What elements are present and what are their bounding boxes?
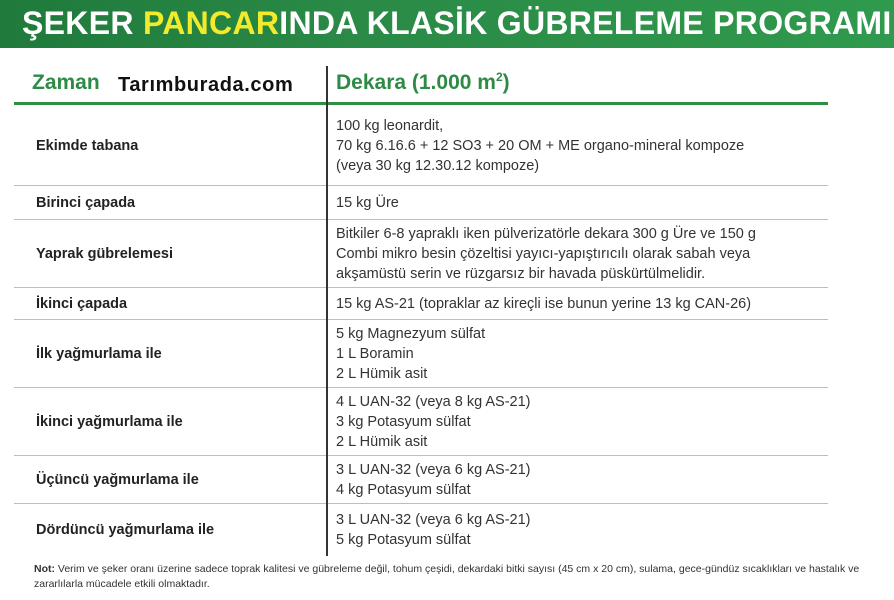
time-cell: Üçüncü yağmurlama ile (36, 472, 199, 488)
amount-line: 2 L Hümik asit (336, 366, 428, 382)
amount-line: 100 kg leonardit, (336, 117, 444, 134)
time-cell: Birinci çapada (36, 195, 136, 211)
table-row (14, 320, 828, 388)
table-row (14, 220, 828, 288)
watermark-text: Tarımburada.com (118, 74, 294, 96)
amount-line: Combi mikro besin çözeltisi yayıcı-yapıştırıcılı olarak sabah veya (336, 246, 751, 262)
title-part-1: ŞEKER (22, 5, 143, 41)
amount-cell (336, 456, 826, 504)
amount-line: 3 kg Potasyum sülfat (336, 414, 471, 430)
title-part-2: INDA KLASİK GÜBRELEME PROGRAMI (279, 5, 892, 41)
amount-line: Bitkiler 6-8 yapraklı iken pülverizatörle dekara 300 g Üre ve 150 g (336, 226, 756, 242)
amount-line: 1 L Boramin (336, 346, 414, 362)
amount-line: 3 L UAN-32 (veya 6 kg AS-21) (336, 512, 531, 528)
amount-cell (336, 504, 826, 556)
amount-cell (336, 186, 826, 220)
time-cell: Dördüncü yağmurlama ile (36, 522, 215, 538)
amount-line: 5 kg Potasyum sülfat (336, 532, 471, 548)
table-row (14, 186, 828, 220)
title-highlight: PANCAR (142, 5, 280, 41)
amount-line: 15 kg Üre (336, 195, 399, 211)
amount-line: 70 kg 6.16.6 + 12 SO3 + 20 OM + ME organo-mineral kompoze (336, 137, 745, 154)
footnote-text: Verim ve şeker oranı üzerine sadece toprak kalitesi ve gübreleme değil, tohum çeşidi, dekardaki bitki sayısı (45 cm x 20 cm), sulama, gece-gündüz sıcaklıkları ve hastalık ve zararlılarla mücadele etkili olmaktadır. (34, 563, 860, 590)
amount-line: (veya 30 kg 12.30.12 kompoze) (336, 157, 540, 174)
table-header (14, 64, 828, 102)
amount-cell (336, 388, 826, 456)
table-row (14, 504, 828, 556)
amount-line: 4 kg Potasyum sülfat (336, 482, 471, 498)
header-dekara-sup: 2 (495, 70, 503, 84)
amount-cell (336, 320, 826, 388)
title-banner (0, 0, 894, 48)
footnote (34, 562, 864, 592)
header-dekara-end: ) (502, 71, 510, 94)
amount-line: 5 kg Magnezyum sülfat (336, 326, 486, 342)
amount-cell (336, 105, 826, 186)
amount-line: 3 L UAN-32 (veya 6 kg AS-21) (336, 462, 531, 478)
amount-line: 2 L Hümik asit (336, 434, 428, 450)
column-divider (326, 66, 328, 556)
header-dekara-text: Dekara (1.000 m (336, 71, 496, 94)
table-row (14, 288, 828, 320)
page-title (22, 3, 892, 43)
header-dekara (336, 70, 510, 95)
header-zaman: Zaman (32, 71, 100, 94)
amount-line: akşamüstü serin ve rüzgarsız bir havada püskürtülmelidir. (336, 266, 706, 282)
table-row (14, 456, 828, 504)
table-row (14, 388, 828, 456)
table-row (14, 105, 828, 186)
amount-line: 4 L UAN-32 (veya 8 kg AS-21) (336, 394, 531, 410)
time-cell: Ekimde tabana (36, 137, 139, 154)
time-cell: İkinci çapada (36, 296, 128, 312)
time-cell: İlk yağmurlama ile (36, 346, 162, 362)
footnote-label: Not: (34, 563, 55, 575)
amount-line: 15 kg AS-21 (topraklar az kireçli ise bunun yerine 13 kg CAN-26) (336, 296, 752, 312)
amount-cell (336, 220, 826, 288)
time-cell: Yaprak gübrelemesi (36, 246, 174, 262)
time-cell: İkinci yağmurlama ile (36, 414, 183, 430)
amount-cell (336, 288, 826, 320)
